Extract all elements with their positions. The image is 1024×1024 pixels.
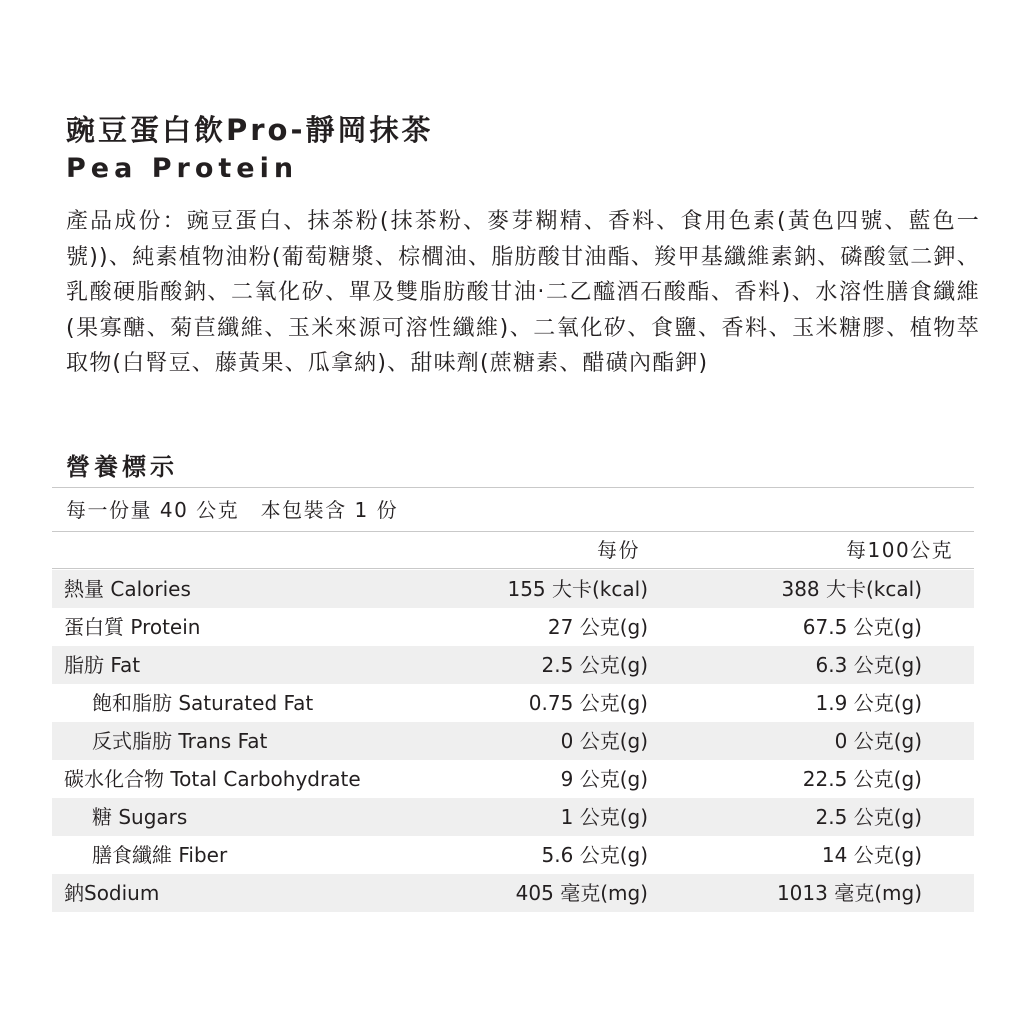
divider-serving [52, 531, 974, 532]
table-row-sugars [52, 798, 974, 836]
value-per-100g: 22.5 公克(g) [802, 767, 922, 791]
row-label: 蛋白質 Protein [64, 615, 201, 639]
value-per-serving: 405 毫克(mg) [515, 881, 648, 905]
divider-top [52, 487, 974, 488]
value-per-serving: 27 公克(g) [547, 615, 648, 639]
value-per-100g: 2.5 公克(g) [815, 805, 922, 829]
column-header-per-serving: 每份 [597, 538, 640, 562]
value-per-100g: 6.3 公克(g) [815, 653, 922, 677]
value-per-serving: 2.5 公克(g) [541, 653, 648, 677]
table-row-trans-fat [52, 722, 974, 760]
table-row-fiber [52, 836, 974, 874]
product-title-english: Pea Protein [66, 153, 299, 184]
value-per-serving: 5.6 公克(g) [541, 843, 648, 867]
row-label: 反式脂肪 Trans Fat [92, 729, 268, 753]
row-label: 膳食纖維 Fiber [92, 843, 228, 867]
row-label: 糖 Sugars [92, 805, 188, 829]
value-per-serving: 1 公克(g) [560, 805, 648, 829]
ingredients-text: 產品成份：豌豆蛋白、抹茶粉(抹茶粉、麥芽糊精、香料、食用色素(黃色四號、藍色一號))、純素植物油粉(葡萄糖漿、棕櫚油、脂肪酸甘油酯、羧甲基纖維素鈉、磷酸氫二鉀、乳酸硬脂酸鈉、二氧化矽、單及雙脂肪酸甘油‧二乙醯酒石酸酯、香料)、水溶性膳食纖維(果寡醣、菊苣纖維、玉米來源可溶性纖維)、二氧化矽、食鹽、香料、玉米糖膠、植物萃取物(白腎豆、藤黃果、瓜拿納)、甜味劑(蔗糖素、醋磺內酯鉀) [66, 209, 980, 376]
value-per-100g: 388 大卡(kcal) [781, 577, 922, 601]
nutrition-facts-title: 營養標示 [66, 453, 178, 481]
table-row-carbohydrate [52, 760, 974, 798]
row-label: 脂肪 Fat [64, 653, 141, 677]
row-label: 熱量 Calories [64, 577, 191, 601]
value-per-serving: 0.75 公克(g) [528, 691, 648, 715]
column-header-per-100g: 每100公克 [846, 538, 954, 562]
row-label: 鈉Sodium [64, 881, 160, 905]
nutrition-table [52, 570, 974, 912]
value-per-serving: 9 公克(g) [560, 767, 648, 791]
value-per-100g: 1.9 公克(g) [815, 691, 922, 715]
value-per-100g: 1013 毫克(mg) [776, 881, 922, 905]
table-row-fat [52, 646, 974, 684]
table-row-calories [52, 570, 974, 608]
row-label: 碳水化合物 Total Carbohydrate [64, 767, 361, 791]
divider-header [52, 568, 974, 569]
serving-size-text: 每一份量 40 公克 本包裝含 1 份 [66, 498, 399, 522]
table-row-protein [52, 608, 974, 646]
row-label: 飽和脂肪 Saturated Fat [92, 691, 314, 715]
product-title-chinese: 豌豆蛋白飲Pro-靜岡抹茶 [66, 113, 434, 147]
value-per-100g: 67.5 公克(g) [802, 615, 922, 639]
table-row-sodium [52, 874, 974, 912]
value-per-serving: 155 大卡(kcal) [507, 577, 648, 601]
value-per-100g: 0 公克(g) [834, 729, 922, 753]
value-per-100g: 14 公克(g) [821, 843, 922, 867]
table-row-saturated-fat [52, 684, 974, 722]
value-per-serving: 0 公克(g) [560, 729, 648, 753]
